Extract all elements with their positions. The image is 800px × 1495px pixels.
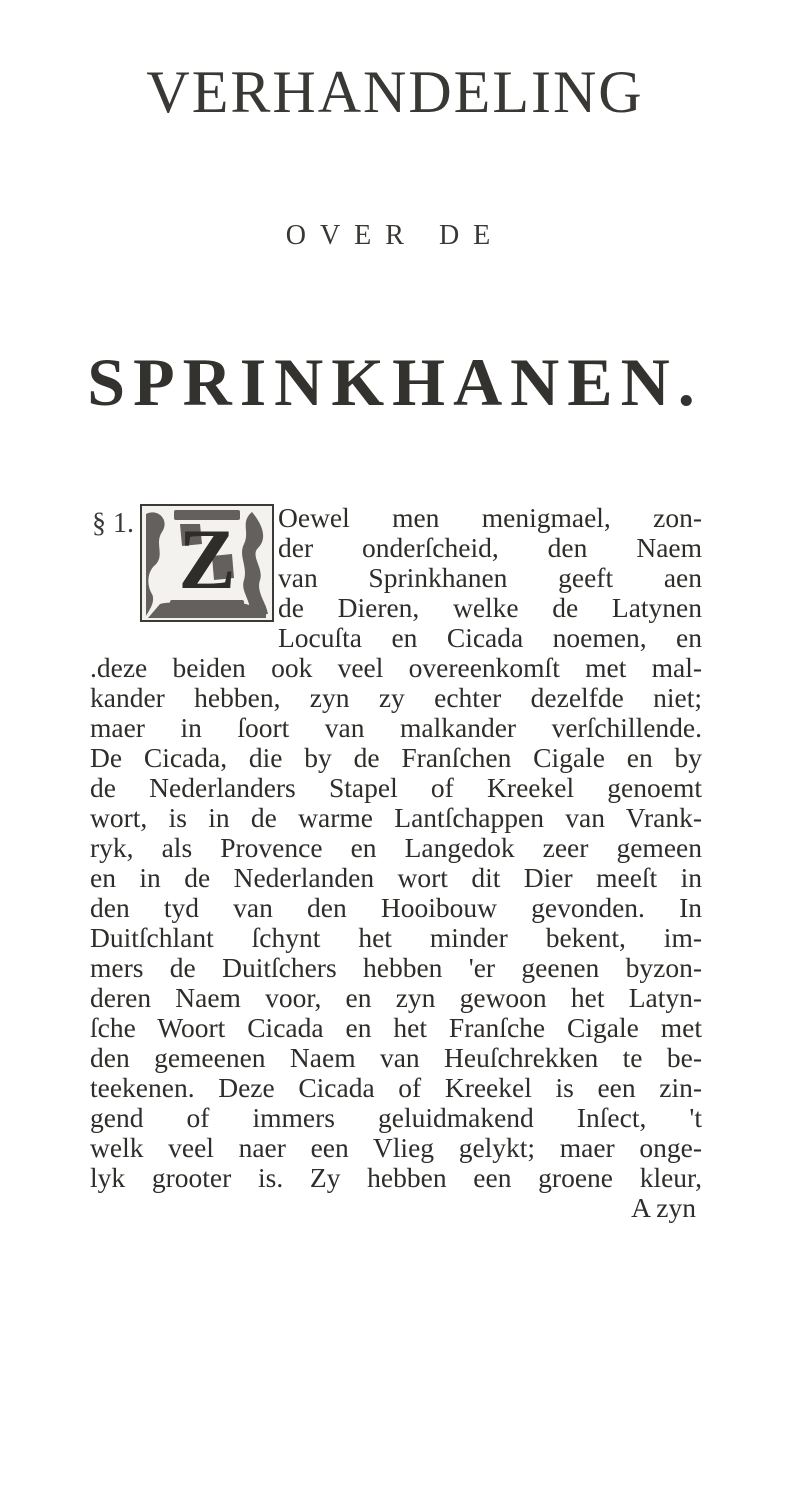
text-line: den gemeenen Naem van Heuſchrekken te be- bbox=[90, 1042, 702, 1073]
text-line: deren Naem voor, en zyn gewoon het Latyn- bbox=[90, 982, 702, 1013]
text-line: mers de Duitſchers hebben 'er geenen byzon- bbox=[90, 952, 702, 983]
title-over-de: OVER DE bbox=[285, 220, 505, 251]
text-line: der onderſcheid, den Naem bbox=[278, 532, 702, 563]
text-line: den tyd van den Hooibouw gevonden. In bbox=[90, 892, 702, 923]
text-line: lyk grooter is. Zy hebben een groene kleur, bbox=[90, 1162, 702, 1193]
text-line: maer in ſoort van malkander verſchillende. bbox=[90, 712, 702, 743]
text-line: van Sprinkhanen geeft aen bbox=[278, 562, 702, 593]
text-line: kander hebben, zyn zy echter dezelfde niet; bbox=[90, 682, 702, 713]
initial-letter: Z bbox=[178, 511, 236, 607]
text-line: gend of immers geluidmakend Inſect, 't bbox=[90, 1102, 702, 1133]
text-line: en in de Nederlanden wort dit Dier meeſt in bbox=[90, 862, 702, 893]
signature-mark: A bbox=[631, 1192, 650, 1223]
text-line: .deze beiden ook veel overeenkomſt met mal- bbox=[90, 652, 702, 683]
paragraph-body bbox=[90, 503, 702, 1223]
catchline bbox=[90, 1193, 702, 1223]
title-verhandeling: VERHANDELING bbox=[146, 59, 644, 125]
text-line: Oewel men menigmael, zon- bbox=[278, 502, 702, 533]
text-line: teekenen. Deze Cicada of Kreekel is een zin- bbox=[90, 1072, 702, 1103]
text-line: Locuſta en Cicada noemen, en bbox=[278, 622, 702, 653]
title-sprinkhanen: SPRINKHANEN. bbox=[87, 344, 703, 420]
text-line: de Dieren, welke de Latynen bbox=[278, 592, 702, 623]
text-line: de Nederlanders Stapel of Kreekel genoemt bbox=[90, 772, 702, 803]
catchword: zyn bbox=[656, 1192, 696, 1223]
text-line: ſche Woort Cicada en het Franſche Cigale met bbox=[90, 1012, 702, 1043]
text-line: Duitſchlant ſchynt het minder bekent, im- bbox=[90, 922, 702, 953]
text-line: wort, is in de warme Lantſchappen van Vrank- bbox=[90, 802, 702, 833]
text-line: welk veel naer een Vlieg gelykt; maer onge- bbox=[90, 1132, 702, 1163]
text-line: De Cicada, die by de Franſchen Cigale en by bbox=[90, 742, 702, 773]
section-number: § 1. bbox=[92, 508, 134, 539]
text-line: ryk, als Provence en Langedok zeer gemeen bbox=[90, 832, 702, 863]
